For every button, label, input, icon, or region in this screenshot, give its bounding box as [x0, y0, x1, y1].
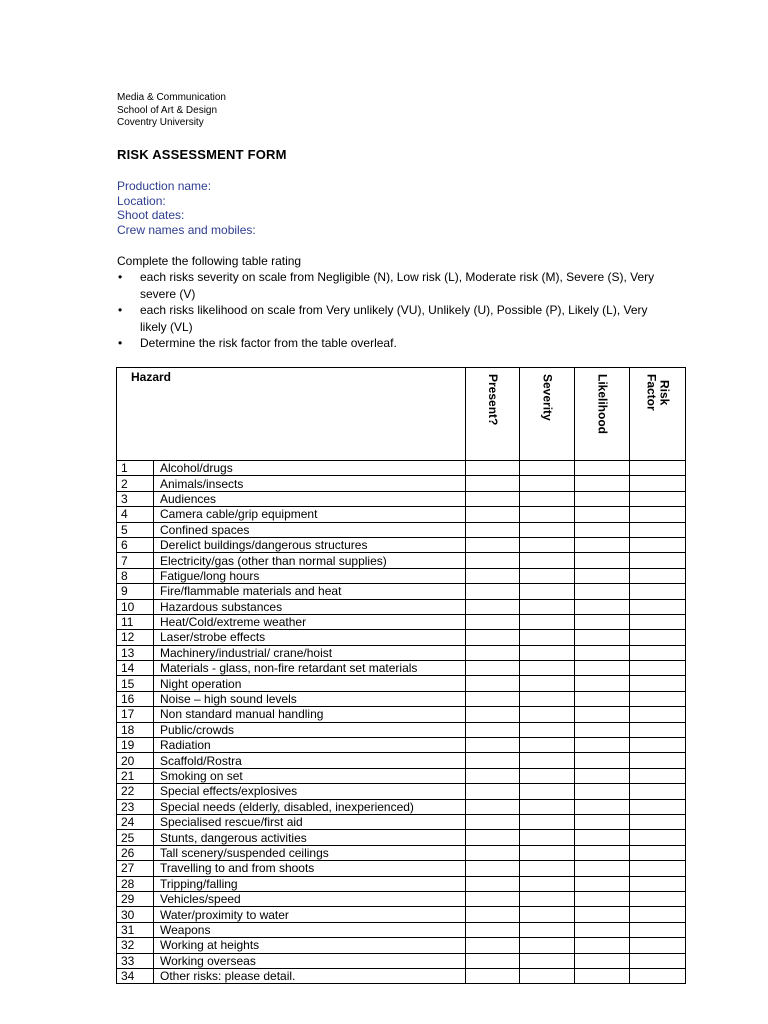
risk-factor-cell[interactable] — [630, 953, 686, 968]
table-row — [117, 861, 686, 876]
severity-cell[interactable] — [520, 661, 575, 676]
present-cell[interactable] — [466, 630, 520, 645]
hazard-table — [116, 367, 686, 984]
likelihood-cell[interactable] — [575, 645, 630, 660]
severity-cell[interactable] — [520, 799, 575, 814]
risk-factor-cell[interactable] — [630, 876, 686, 891]
table-row — [117, 491, 686, 506]
hazard-number: 2 — [117, 476, 154, 491]
hazard-number: 8 — [117, 568, 154, 583]
risk-factor-cell[interactable] — [630, 522, 686, 537]
present-cell[interactable] — [466, 922, 520, 937]
present-cell[interactable] — [466, 799, 520, 814]
likelihood-cell[interactable] — [575, 968, 630, 983]
likelihood-cell[interactable] — [575, 953, 630, 968]
risk-factor-cell[interactable] — [630, 691, 686, 706]
likelihood-cell[interactable] — [575, 814, 630, 829]
hazard-name: Other risks: please detail. — [154, 968, 466, 983]
present-cell[interactable] — [466, 507, 520, 522]
severity-cell[interactable] — [520, 537, 575, 552]
table-row — [117, 922, 686, 937]
table-row — [117, 522, 686, 537]
table-row — [117, 845, 686, 860]
severity-cell[interactable] — [520, 476, 575, 491]
severity-cell[interactable] — [520, 707, 575, 722]
present-cell[interactable] — [466, 861, 520, 876]
hazard-name: Public/crowds — [154, 722, 466, 737]
instruction-severity — [117, 269, 657, 302]
present-header: Present? — [466, 368, 520, 461]
severity-cell[interactable] — [520, 907, 575, 922]
table-row — [117, 707, 686, 722]
instruction-text: each risks severity on scale from Negligible (N), Low risk (L), Moderate risk (M), Severe (S), Very severe (V) — [140, 270, 655, 301]
hazard-number: 4 — [117, 507, 154, 522]
hazard-number: 13 — [117, 645, 154, 660]
table-row — [117, 814, 686, 829]
hazard-number: 24 — [117, 814, 154, 829]
risk-factor-cell[interactable] — [630, 507, 686, 522]
present-cell[interactable] — [466, 599, 520, 614]
severity-cell[interactable] — [520, 861, 575, 876]
hazard-number: 31 — [117, 922, 154, 937]
table-row — [117, 738, 686, 753]
likelihood-cell[interactable] — [575, 768, 630, 783]
table-row — [117, 830, 686, 845]
severity-cell[interactable] — [520, 584, 575, 599]
hazard-number: 23 — [117, 799, 154, 814]
hazard-number: 20 — [117, 753, 154, 768]
likelihood-cell[interactable] — [575, 753, 630, 768]
present-cell[interactable] — [466, 768, 520, 783]
severity-cell[interactable] — [520, 784, 575, 799]
likelihood-cell[interactable] — [575, 722, 630, 737]
present-cell[interactable] — [466, 553, 520, 568]
risk-factor-cell[interactable] — [630, 645, 686, 660]
severity-cell[interactable] — [520, 845, 575, 860]
hazard-name: Animals/insects — [154, 476, 466, 491]
bullet-icon: • — [118, 303, 123, 318]
hazard-number: 27 — [117, 861, 154, 876]
table-row — [117, 599, 686, 614]
hazard-number: 14 — [117, 661, 154, 676]
hazard-name: Specialised rescue/first aid — [154, 814, 466, 829]
table-row — [117, 768, 686, 783]
org-line-school: School of Art & Design — [117, 104, 218, 116]
risk-factor-cell[interactable] — [630, 738, 686, 753]
table-row — [117, 753, 686, 768]
risk-factor-cell[interactable] — [630, 907, 686, 922]
table-row — [117, 968, 686, 983]
risk-factor-cell[interactable] — [630, 784, 686, 799]
risk-factor-cell[interactable] — [630, 630, 686, 645]
hazard-number: 15 — [117, 676, 154, 691]
risk-factor-cell[interactable] — [630, 599, 686, 614]
likelihood-cell[interactable] — [575, 584, 630, 599]
risk-factor-cell[interactable] — [630, 938, 686, 953]
instructions — [117, 253, 657, 351]
table-row — [117, 614, 686, 629]
risk-factor-cell[interactable] — [630, 553, 686, 568]
table-row — [117, 953, 686, 968]
severity-cell[interactable] — [520, 522, 575, 537]
hazard-name: Audiences — [154, 491, 466, 506]
present-cell[interactable] — [466, 645, 520, 660]
table-row — [117, 691, 686, 706]
hazard-number: 22 — [117, 784, 154, 799]
table-row — [117, 568, 686, 583]
likelihood-cell[interactable] — [575, 845, 630, 860]
risk-factor-cell[interactable] — [630, 661, 686, 676]
likelihood-cell[interactable] — [575, 661, 630, 676]
risk-factor-cell[interactable] — [630, 768, 686, 783]
severity-cell[interactable] — [520, 938, 575, 953]
hazard-number: 21 — [117, 768, 154, 783]
likelihood-cell[interactable] — [575, 476, 630, 491]
risk-factor-header: Risk Factor — [630, 368, 686, 461]
severity-cell[interactable] — [520, 599, 575, 614]
severity-cell[interactable] — [520, 891, 575, 906]
present-cell[interactable] — [466, 691, 520, 706]
present-cell[interactable] — [466, 722, 520, 737]
present-cell[interactable] — [466, 676, 520, 691]
hazard-name: Night operation — [154, 676, 466, 691]
hazard-number: 30 — [117, 907, 154, 922]
likelihood-cell[interactable] — [575, 522, 630, 537]
present-cell[interactable] — [466, 753, 520, 768]
risk-factor-cell[interactable] — [630, 814, 686, 829]
present-cell[interactable] — [466, 461, 520, 476]
table-row — [117, 938, 686, 953]
hazard-number: 12 — [117, 630, 154, 645]
risk-factor-cell[interactable] — [630, 476, 686, 491]
severity-cell[interactable] — [520, 814, 575, 829]
present-cell[interactable] — [466, 968, 520, 983]
production-fields — [117, 179, 256, 238]
instruction-likelihood — [117, 302, 657, 335]
hazard-number: 3 — [117, 491, 154, 506]
hazard-number: 9 — [117, 584, 154, 599]
severity-cell[interactable] — [520, 830, 575, 845]
present-cell[interactable] — [466, 584, 520, 599]
severity-cell[interactable] — [520, 691, 575, 706]
hazard-name: Heat/Cold/extreme weather — [154, 614, 466, 629]
hazard-number: 11 — [117, 614, 154, 629]
present-cell[interactable] — [466, 814, 520, 829]
risk-factor-cell[interactable] — [630, 753, 686, 768]
severity-cell[interactable] — [520, 568, 575, 583]
present-cell[interactable] — [466, 907, 520, 922]
likelihood-cell[interactable] — [575, 738, 630, 753]
likelihood-cell[interactable] — [575, 907, 630, 922]
hazard-header: Hazard — [117, 368, 466, 461]
hazard-name: Alcohol/drugs — [154, 461, 466, 476]
risk-factor-cell[interactable] — [630, 845, 686, 860]
table-row — [117, 784, 686, 799]
risk-factor-cell[interactable] — [630, 537, 686, 552]
present-cell[interactable] — [466, 537, 520, 552]
hazard-number: 10 — [117, 599, 154, 614]
likelihood-cell[interactable] — [575, 630, 630, 645]
table-row — [117, 891, 686, 906]
table-row — [117, 661, 686, 676]
table-row — [117, 584, 686, 599]
table-row — [117, 876, 686, 891]
org-line-university: Coventry University — [117, 117, 204, 128]
present-cell[interactable] — [466, 568, 520, 583]
risk-factor-cell[interactable] — [630, 861, 686, 876]
hazard-name: Fatigue/long hours — [154, 568, 466, 583]
risk-factor-cell[interactable] — [630, 491, 686, 506]
likelihood-cell[interactable] — [575, 922, 630, 937]
hazard-number: 6 — [117, 537, 154, 552]
likelihood-cell[interactable] — [575, 461, 630, 476]
present-cell[interactable] — [466, 707, 520, 722]
hazard-number: 28 — [117, 876, 154, 891]
hazard-name: Smoking on set — [154, 768, 466, 783]
likelihood-cell[interactable] — [575, 507, 630, 522]
severity-cell[interactable] — [520, 645, 575, 660]
bullet-icon: • — [118, 336, 123, 351]
severity-cell[interactable] — [520, 768, 575, 783]
present-cell[interactable] — [466, 476, 520, 491]
hazard-name: Electricity/gas (other than normal supplies) — [154, 553, 466, 568]
risk-factor-cell[interactable] — [630, 614, 686, 629]
hazard-name: Working at heights — [154, 938, 466, 953]
hazard-number: 33 — [117, 953, 154, 968]
table-row — [117, 722, 686, 737]
risk-factor-cell[interactable] — [630, 891, 686, 906]
instruction-text: each risks likelihood on scale from Very unlikely (VU), Unlikely (U), Possible (P), Likely (L), Very likely (VL) — [140, 303, 648, 334]
severity-cell[interactable] — [520, 953, 575, 968]
risk-factor-cell[interactable] — [630, 584, 686, 599]
hazard-name: Materials - glass, non-fire retardant set materials — [154, 661, 466, 676]
instructions-list — [117, 269, 657, 351]
organization-block — [117, 92, 226, 130]
present-cell[interactable] — [466, 738, 520, 753]
present-cell[interactable] — [466, 891, 520, 906]
hazard-name: Travelling to and from shoots — [154, 861, 466, 876]
risk-factor-cell[interactable] — [630, 707, 686, 722]
shoot-dates-label: Shoot dates: — [117, 208, 185, 223]
likelihood-cell[interactable] — [575, 799, 630, 814]
production-name-label: Production name: — [117, 179, 212, 193]
form-title: RISK ASSESSMENT FORM — [117, 147, 287, 162]
instruction-text: Determine the risk factor from the table overleaf. — [140, 336, 397, 351]
org-line-department: Media & Communication — [117, 92, 226, 103]
instructions-intro: Complete the following table rating — [117, 254, 302, 268]
likelihood-cell[interactable] — [575, 553, 630, 568]
crew-names-label: Crew names and mobiles: — [117, 223, 256, 238]
hazard-name: Non standard manual handling — [154, 707, 466, 722]
present-cell[interactable] — [466, 522, 520, 537]
table-row — [117, 537, 686, 552]
present-cell[interactable] — [466, 784, 520, 799]
table-row — [117, 476, 686, 491]
hazard-name: Stunts, dangerous activities — [154, 830, 466, 845]
hazard-name: Confined spaces — [154, 522, 466, 537]
severity-cell[interactable] — [520, 491, 575, 506]
hazard-name: Scaffold/Rostra — [154, 753, 466, 768]
hazard-name: Vehicles/speed — [154, 891, 466, 906]
severity-cell[interactable] — [520, 722, 575, 737]
likelihood-cell[interactable] — [575, 691, 630, 706]
table-row — [117, 553, 686, 568]
severity-header: Severity — [520, 368, 575, 461]
severity-cell[interactable] — [520, 553, 575, 568]
risk-factor-cell[interactable] — [630, 922, 686, 937]
severity-cell[interactable] — [520, 507, 575, 522]
hazard-number: 5 — [117, 522, 154, 537]
hazard-number: 29 — [117, 891, 154, 906]
severity-cell[interactable] — [520, 922, 575, 937]
hazard-name: Hazardous substances — [154, 599, 466, 614]
severity-cell[interactable] — [520, 676, 575, 691]
likelihood-cell[interactable] — [575, 784, 630, 799]
hazard-number: 16 — [117, 691, 154, 706]
hazard-number: 26 — [117, 845, 154, 860]
present-cell[interactable] — [466, 830, 520, 845]
hazard-name: Machinery/industrial/ crane/hoist — [154, 645, 466, 660]
hazard-name: Derelict buildings/dangerous structures — [154, 537, 466, 552]
likelihood-cell[interactable] — [575, 491, 630, 506]
likelihood-cell[interactable] — [575, 938, 630, 953]
risk-factor-cell[interactable] — [630, 799, 686, 814]
risk-factor-cell[interactable] — [630, 968, 686, 983]
hazard-number: 17 — [117, 707, 154, 722]
present-cell[interactable] — [466, 938, 520, 953]
table-row — [117, 676, 686, 691]
severity-cell[interactable] — [520, 614, 575, 629]
hazard-name: Fire/flammable materials and heat — [154, 584, 466, 599]
bullet-icon: • — [118, 270, 123, 285]
table-row — [117, 507, 686, 522]
table-row — [117, 630, 686, 645]
present-cell[interactable] — [466, 953, 520, 968]
hazard-name: Radiation — [154, 738, 466, 753]
present-cell[interactable] — [466, 876, 520, 891]
likelihood-cell[interactable] — [575, 830, 630, 845]
present-cell[interactable] — [466, 845, 520, 860]
likelihood-cell[interactable] — [575, 891, 630, 906]
likelihood-cell[interactable] — [575, 707, 630, 722]
severity-cell[interactable] — [520, 753, 575, 768]
risk-factor-cell[interactable] — [630, 830, 686, 845]
severity-cell[interactable] — [520, 876, 575, 891]
severity-cell[interactable] — [520, 968, 575, 983]
hazard-name: Laser/strobe effects — [154, 630, 466, 645]
likelihood-cell[interactable] — [575, 537, 630, 552]
table-row — [117, 907, 686, 922]
risk-factor-cell[interactable] — [630, 722, 686, 737]
likelihood-header: Likelihood — [575, 368, 630, 461]
hazard-number: 25 — [117, 830, 154, 845]
present-cell[interactable] — [466, 491, 520, 506]
risk-factor-cell[interactable] — [630, 461, 686, 476]
likelihood-cell[interactable] — [575, 861, 630, 876]
risk-factor-cell[interactable] — [630, 568, 686, 583]
hazard-name: Working overseas — [154, 953, 466, 968]
likelihood-cell[interactable] — [575, 568, 630, 583]
hazard-name: Water/proximity to water — [154, 907, 466, 922]
likelihood-cell[interactable] — [575, 599, 630, 614]
hazard-name: Special effects/explosives — [154, 784, 466, 799]
hazard-number: 1 — [117, 461, 154, 476]
table-row — [117, 799, 686, 814]
hazard-number: 32 — [117, 938, 154, 953]
likelihood-cell[interactable] — [575, 876, 630, 891]
hazard-name: Special needs (elderly, disabled, inexperienced) — [154, 799, 466, 814]
present-cell[interactable] — [466, 661, 520, 676]
location-label: Location: — [117, 193, 166, 208]
hazard-number: 34 — [117, 968, 154, 983]
likelihood-cell[interactable] — [575, 676, 630, 691]
severity-cell[interactable] — [520, 738, 575, 753]
hazard-name: Tall scenery/suspended ceilings — [154, 845, 466, 860]
hazard-name: Weapons — [154, 922, 466, 937]
hazard-name: Noise – high sound levels — [154, 691, 466, 706]
severity-cell[interactable] — [520, 461, 575, 476]
likelihood-cell[interactable] — [575, 614, 630, 629]
present-cell[interactable] — [466, 614, 520, 629]
risk-factor-cell[interactable] — [630, 676, 686, 691]
table-row — [117, 461, 686, 476]
instruction-risk-factor — [117, 335, 657, 351]
severity-cell[interactable] — [520, 630, 575, 645]
hazard-number: 7 — [117, 553, 154, 568]
hazard-number: 19 — [117, 738, 154, 753]
table-row — [117, 645, 686, 660]
hazard-name: Tripping/falling — [154, 876, 466, 891]
hazard-name: Camera cable/grip equipment — [154, 507, 466, 522]
hazard-number: 18 — [117, 722, 154, 737]
